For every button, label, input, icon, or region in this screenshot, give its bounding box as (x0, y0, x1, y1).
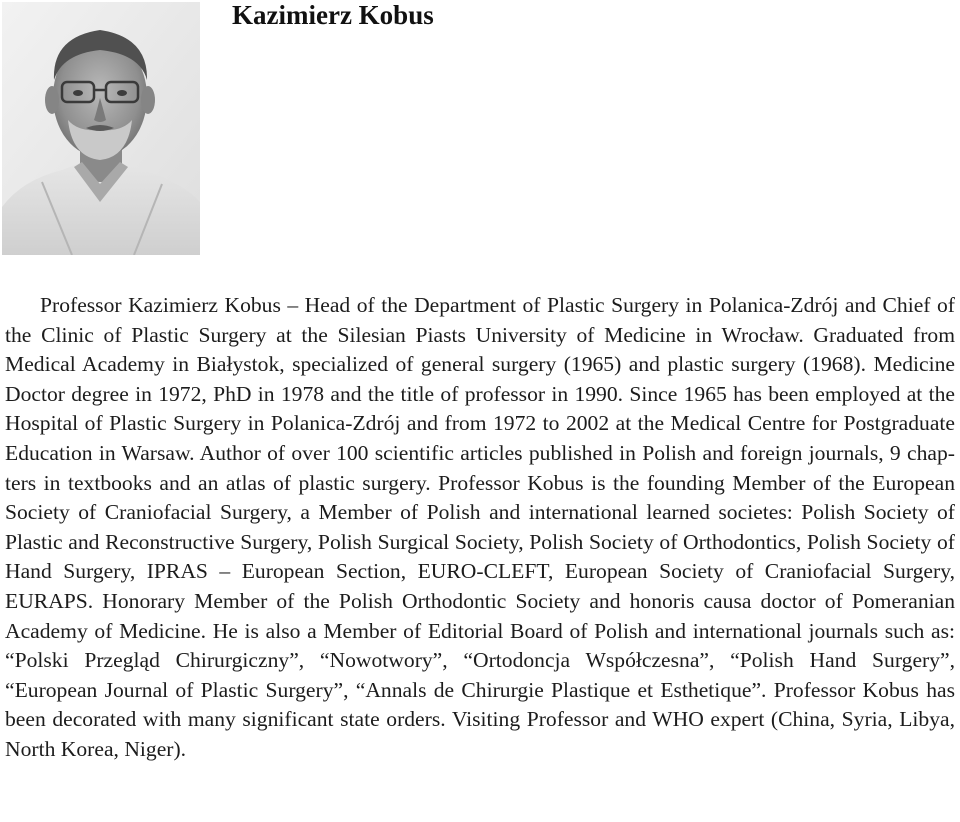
portrait-illustration (2, 2, 200, 255)
person-name: Kazimierz Kobus (232, 0, 434, 30)
portrait-photo (2, 2, 200, 255)
biography-text: Professor Kazimierz Kobus – Head of the Department of Plastic Surgery in Polanica-Zdrój and Chief of the Clinic of Plastic Surgery at the Silesian Piasts University of Medicine in Wrocław. Graduated from Medical Academy in Białystok, specialized of general surgery (1965) and plastic surgery (1968). Medicine Doctor degree in 1972, PhD in 1978 and the title of professor in 1990. Since 1965 has been employed at the Hospital of Plastic Surgery in Polanica-Zdrój and from 1972 to 2002 at the Medical Centre for Postgraduate Education in Warsaw. Author of over 100 scientific articles published in Polish and foreign journals, 9 chapters in textbooks and an atlas of plastic surgery. Professor Kobus is the founding Member of the European Society of Craniofacial Surgery, a Member of Polish and international learned societes: Polish Society of Plastic and Reconstructive Surgery, Polish Surgical Society, Polish Society of Orthodontics, Polish Society of Hand Surgery, IPRAS – European Section, EURO-CLEFT, European Society of Craniofacial Surgery, EURAPS. Honorary Member of the Polish Orthodontic Society and honoris causa doctor of Pomeranian Academy of Medicine. He is also a Member of Editorial Board of Polish and international journals such as: “Polski Przegląd Chirurgiczny”, “Nowotwory”, “Ortodoncja Współczesna”, “Polish Hand Surgery”, “European Journal of Plastic Surgery”, “Annals de Chirurgie Plastique et Esthetique”. Professor Kobus has been decorated with many significant state orders. Visiting Professor and WHO expert (China, Syria, Libya, North Korea, Niger). (5, 293, 955, 761)
